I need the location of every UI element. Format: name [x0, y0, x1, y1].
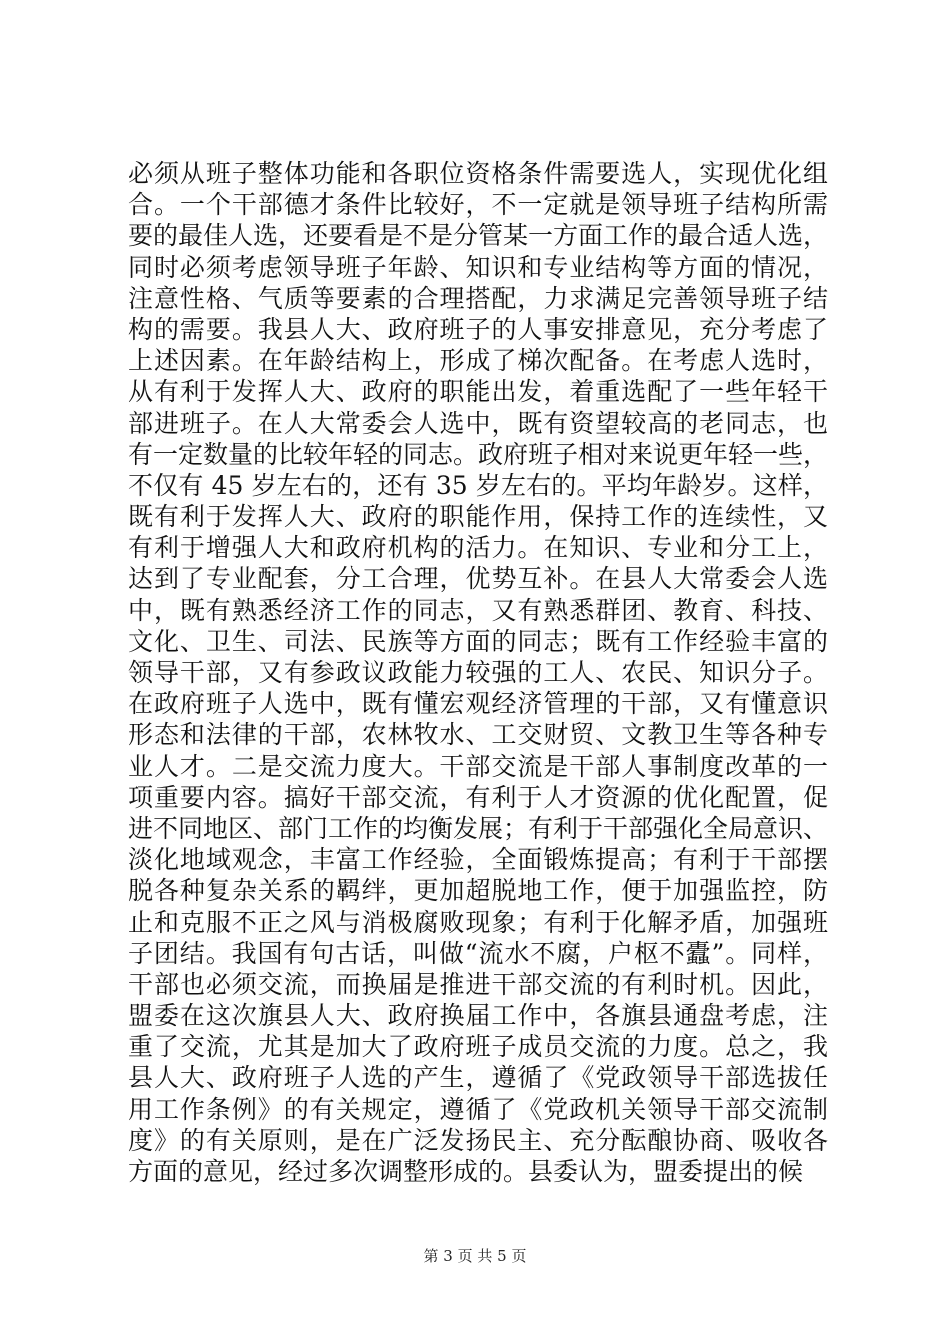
- text-line: 形态和法律的干部，农林牧水、工交财贸、文教卫生等各种专: [128, 720, 828, 750]
- text-line: 注意性格、气质等要素的合理搭配，力求满足完善领导班子结: [128, 283, 828, 313]
- text-line: 项重要内容。搞好干部交流，有利于人才资源的优化配置，促: [128, 782, 828, 812]
- text-line: 文化、卫生、司法、民族等方面的同志；既有工作经验丰富的: [128, 626, 828, 656]
- text-line: 合。一个干部德才条件比较好，不一定就是领导班子结构所需: [128, 190, 828, 220]
- text-line: 同时必须考虑领导班子年龄、知识和专业结构等方面的情况，: [128, 252, 828, 282]
- text-line: 中，既有熟悉经济工作的同志，又有熟悉群团、教育、科技、: [128, 595, 828, 625]
- text-line: 领导干部，又有参政议政能力较强的工人、农民、知识分子。: [128, 658, 828, 687]
- text-line: 在政府班子人选中，既有懂宏观经济管理的干部，又有懂意识: [128, 689, 828, 719]
- text-line: 业人才。二是交流力度大。干部交流是干部人事制度改革的一: [128, 751, 828, 781]
- text-line: 要的最佳人选，还要看是不是分管某一方面工作的最合适人选，: [128, 221, 829, 251]
- page-indicator: 第 3 页 共 5 页: [423, 1247, 527, 1265]
- text-line: 部进班子。在人大常委会人选中，既有资望较高的老同志，也: [128, 408, 828, 438]
- body-paragraph: [128, 158, 828, 1187]
- text-line: 县人大、政府班子人选的产生，遵循了《党政领导干部选拔任: [128, 1063, 828, 1093]
- text-line: 不仅有 45 岁左右的，还有 35 岁左右的。平均年龄岁。这样，: [128, 470, 828, 500]
- text-line: 干部也必须交流，而换届是推进干部交流的有利时机。因此，: [128, 969, 828, 999]
- text-line: 止和克服不正之风与消极腐败现象；有利于化解矛盾，加强班: [128, 907, 828, 937]
- text-line: 有利于增强人大和政府机构的活力。在知识、专业和分工上，: [128, 533, 828, 563]
- text-line: 进不同地区、部门工作的均衡发展；有利于干部强化全局意识、: [128, 813, 829, 843]
- text-line: 子团结。我国有句古话，叫做“流水不腐，户枢不蠹”。同样，: [128, 938, 828, 968]
- text-line: 既有利于发挥人大、政府的职能作用，保持工作的连续性，又: [128, 502, 828, 532]
- text-line: 重了交流，尤其是加大了政府班子成员交流的力度。总之，我: [128, 1032, 828, 1062]
- text-line: 上述因素。在年龄结构上，形成了梯次配备。在考虑人选时，: [128, 346, 828, 376]
- text-line: 盟委在这次旗县人大、政府换届工作中，各旗县通盘考虑，注: [128, 1001, 828, 1031]
- text-line: 必须从班子整体功能和各职位资格条件需要选人，实现优化组: [128, 159, 828, 188]
- text-line: 度》的有关原则，是在广泛发扬民主、充分酝酿协商、吸收各: [128, 1125, 828, 1155]
- text-line: 有一定数量的比较年轻的同志。政府班子相对来说更年轻一些，: [128, 439, 829, 469]
- text-line: 淡化地域观念，丰富工作经验，全面锻炼提高；有利于干部摆: [128, 845, 828, 875]
- text-line: 方面的意见，经过多次调整形成的。县委认为，盟委提出的候: [128, 1157, 804, 1186]
- text-line: 达到了专业配套，分工合理，优势互补。在县人大常委会人选: [128, 564, 828, 594]
- text-line: 构的需要。我县人大、政府班子的人事安排意见，充分考虑了: [128, 314, 828, 344]
- page-footer: [0, 1246, 950, 1266]
- text-line: 从有利于发挥人大、政府的职能出发，着重选配了一些年轻干: [128, 377, 828, 407]
- text-line: 用工作条例》的有关规定，遵循了《党政机关领导干部交流制: [128, 1094, 828, 1124]
- text-line: 脱各种复杂关系的羁绊，更加超脱地工作，便于加强监控，防: [128, 876, 828, 906]
